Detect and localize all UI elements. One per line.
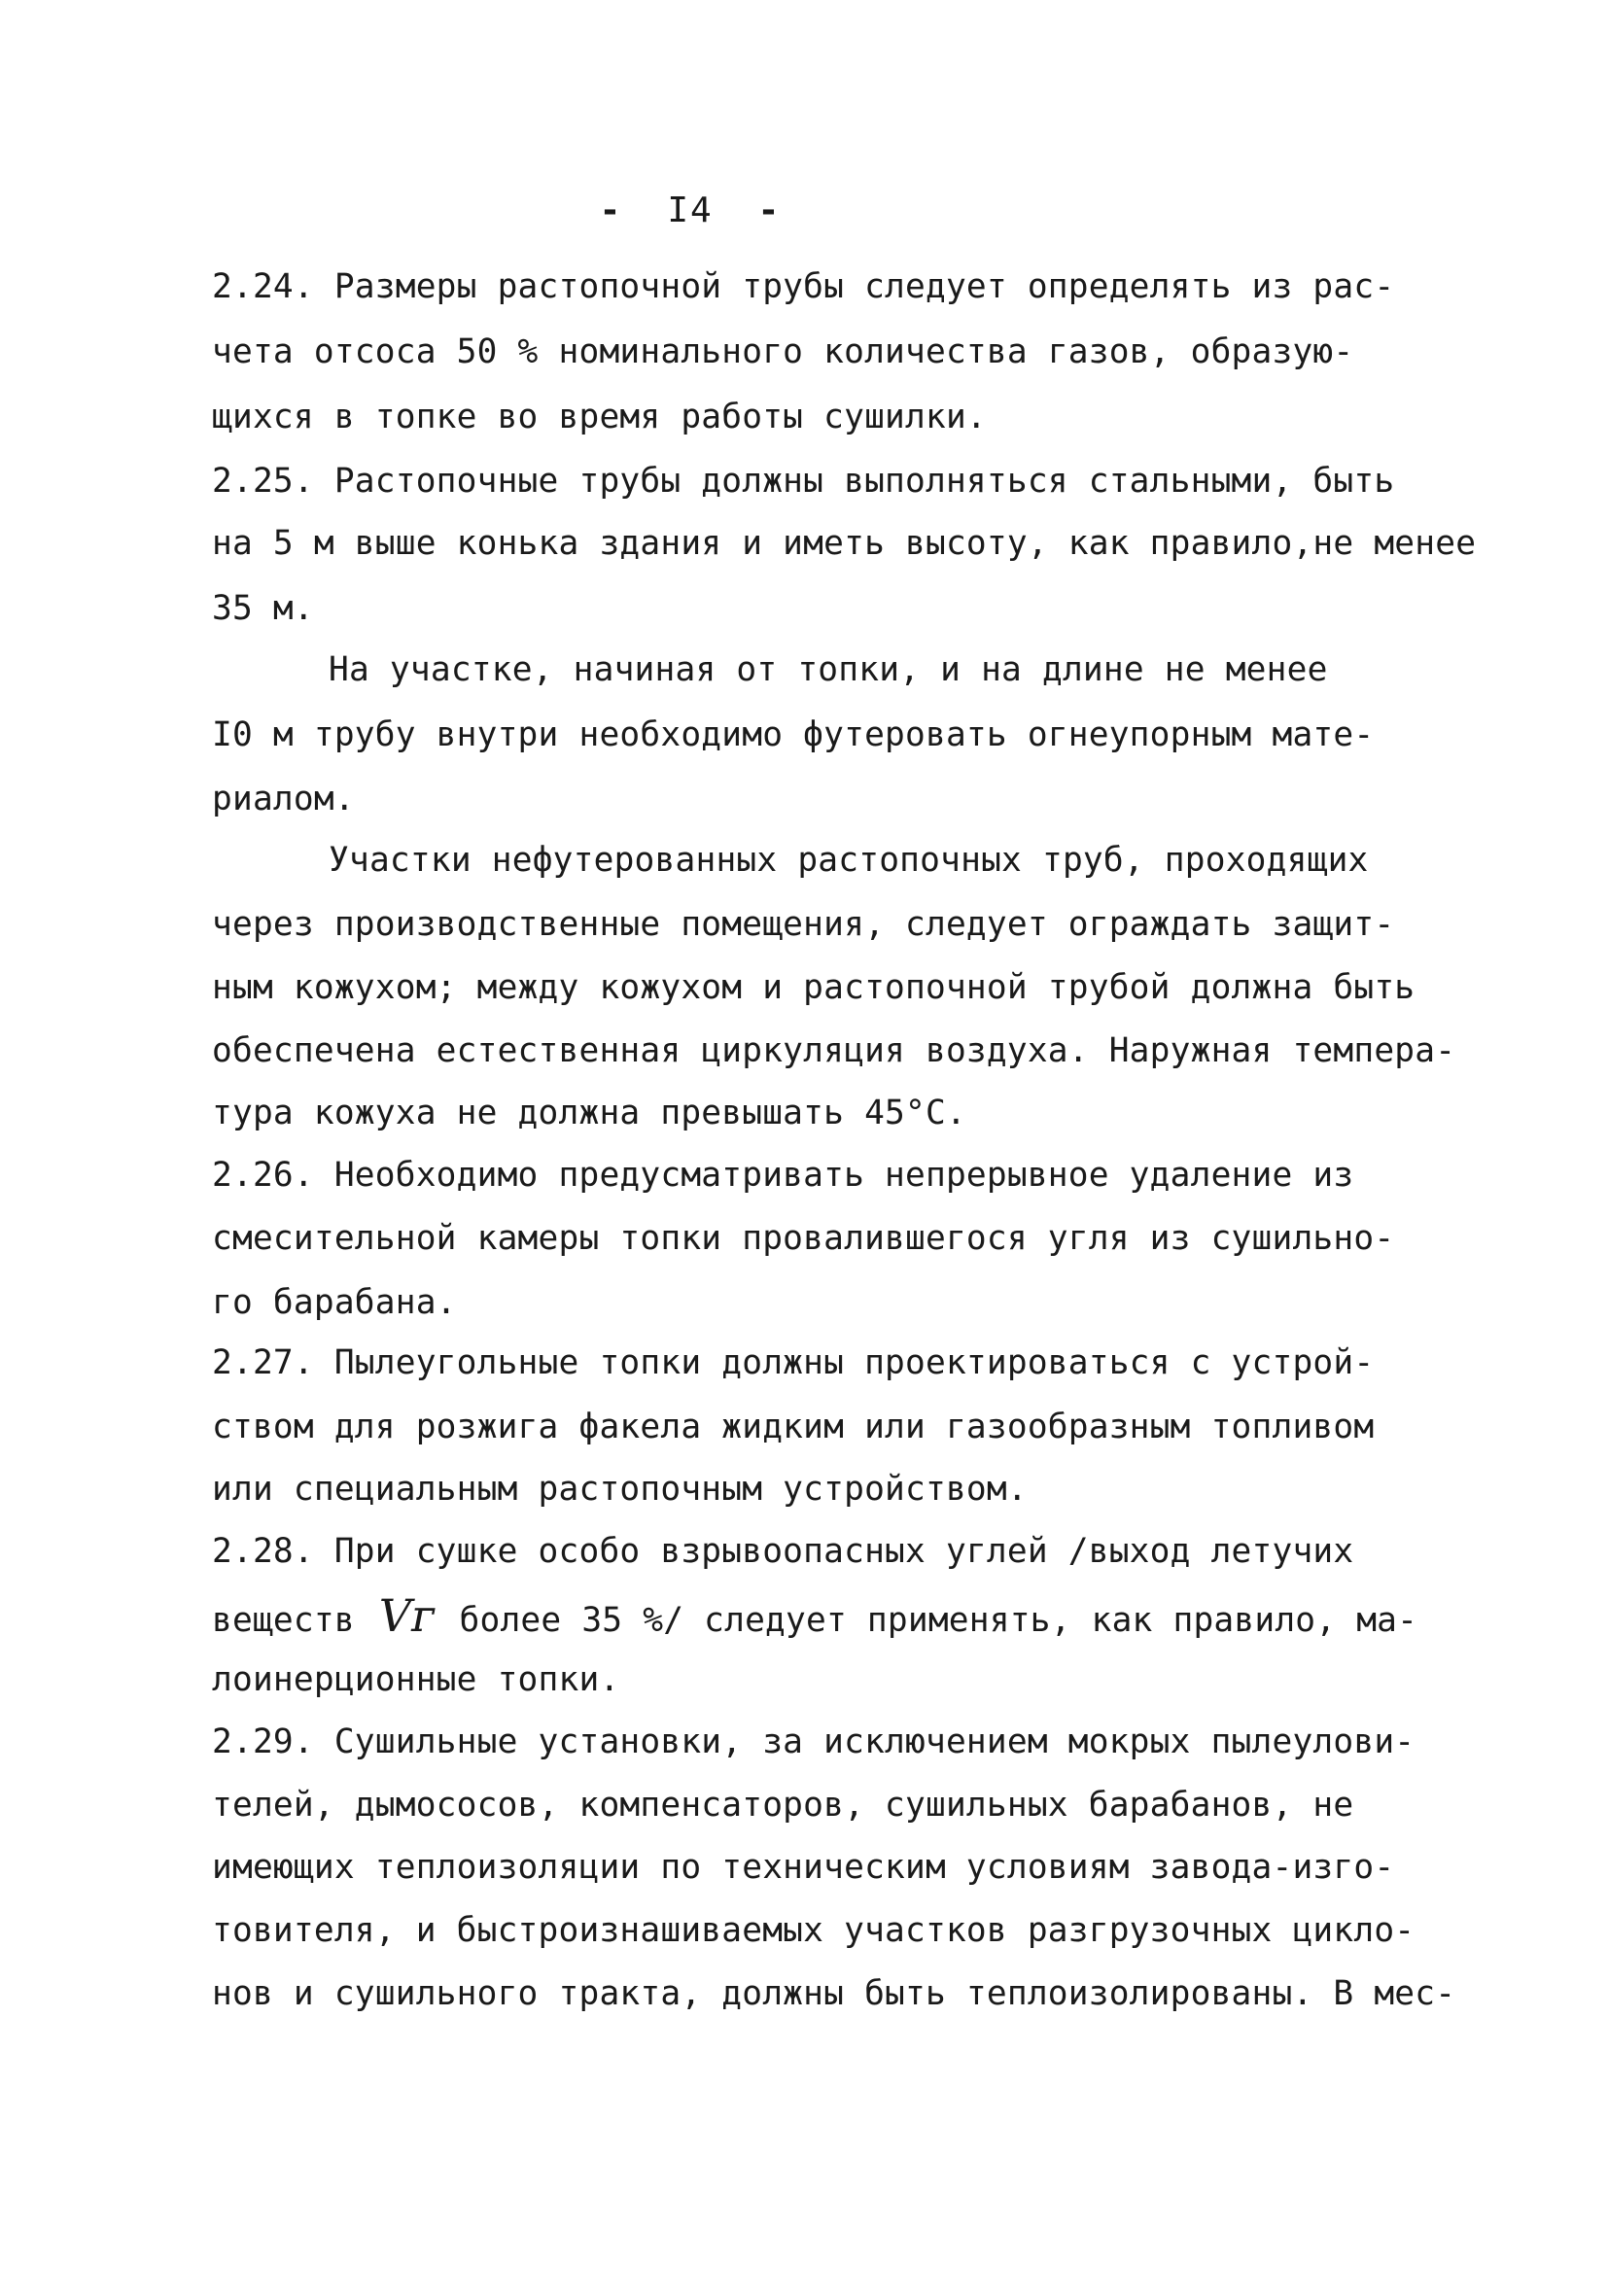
text-line: товителя, и быстроизнашиваемых участков разгрузочных цикло- — [212, 1911, 1416, 1950]
text-line: смесительной камеры топки провалившегося угля из сушильно- — [212, 1219, 1395, 1258]
text-line: На участке, начиная от топки, и на длине не менее — [329, 650, 1328, 689]
text-segment: веществ — [212, 1601, 355, 1640]
text-line: 2.27. Пылеугольные топки должны проектироваться с устрой- — [212, 1343, 1375, 1382]
page-number-dash-right: - — [757, 191, 782, 230]
text-line: го барабана. — [212, 1283, 457, 1322]
text-line: I0 м трубу внутри необходимо футеровать огнеупорным мате- — [212, 715, 1375, 754]
text-line: 2.26. Необходимо предусматривать непрерывное удаление из — [212, 1156, 1354, 1195]
text-line: или специальным растопочным устройством. — [212, 1470, 1028, 1509]
text-line: имеющих теплоизоляции по техническим условиям завода-изго- — [212, 1848, 1395, 1887]
text-line: 2.24. Размеры растопочной трубы следует определять из рас- — [212, 267, 1395, 306]
text-line: 2.29. Сушильные установки, за исключением мокрых пылеулови- — [212, 1722, 1416, 1761]
text-line: через производственные помещения, следует ограждать защит- — [212, 905, 1395, 944]
page-number-dash-left: - — [599, 191, 623, 230]
text-line: 2.28. При сушке особо взрывоопасных углей /выход летучих — [212, 1532, 1354, 1571]
text-line: ством для розжига факела жидким или газообразным топливом — [212, 1408, 1375, 1446]
text-line: лоинерционные топки. — [212, 1660, 620, 1699]
text-line: телей, дымососов, компенсаторов, сушильных барабанов, не — [212, 1786, 1354, 1825]
text-line: 35 м. — [212, 589, 314, 628]
text-line: ным кожухом; между кожухом и растопочной трубой должна быть — [212, 968, 1416, 1007]
text-segment: более 35 %/ следует применять, как правило, ма- — [459, 1601, 1418, 1640]
formula-symbol: Vᴦ — [378, 1589, 436, 1642]
text-line: риалом. — [212, 780, 355, 818]
text-line-with-formula — [212, 1589, 1418, 1642]
text-line: обеспечена естественная циркуляция воздуха. Наружная темпера- — [212, 1031, 1456, 1070]
text-line: 2.25. Растопочные трубы должны выполняться стальными, быть — [212, 462, 1395, 501]
page-number — [583, 191, 797, 230]
text-line: тура кожуха не должна превышать 45°С. — [212, 1094, 966, 1132]
text-line: чета отсоса 50 % номинального количества газов, образую- — [212, 332, 1354, 371]
page-number-value: I4 — [667, 191, 714, 230]
text-line: нов и сушильного тракта, должны быть теплоизолированы. В мес- — [212, 1974, 1456, 2013]
text-line: Участки нефутерованных растопочных труб, проходящих — [329, 841, 1369, 880]
text-line: на 5 м выше конька здания и иметь высоту, как правило,не менее — [212, 524, 1477, 563]
text-line: щихся в топке во время работы сушилки. — [212, 398, 987, 436]
